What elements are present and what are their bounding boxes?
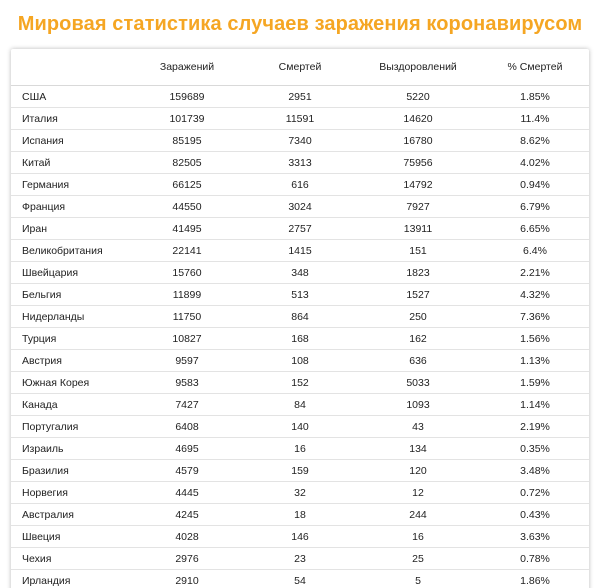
cell-death-rate: 7.36% [481,306,589,328]
cell-death-rate: 3.63% [481,526,589,548]
cell-cases: 101739 [129,108,245,130]
cell-country: США [11,86,129,108]
cell-recovered: 5 [355,570,481,588]
header-deaths: Смертей [245,49,355,86]
cell-death-rate: 1.13% [481,350,589,372]
cell-country: Австрия [11,350,129,372]
cell-death-rate: 4.02% [481,152,589,174]
table-row [11,504,589,526]
cell-death-rate: 0.72% [481,482,589,504]
cell-country: Португалия [11,416,129,438]
cell-country: Турция [11,328,129,350]
cell-deaths: 616 [245,174,355,196]
cell-country: Китай [11,152,129,174]
cell-recovered: 12 [355,482,481,504]
cell-recovered: 5220 [355,86,481,108]
cell-cases: 2976 [129,548,245,570]
cell-deaths: 18 [245,504,355,526]
cell-cases: 82505 [129,152,245,174]
header-death-rate: % Смертей [481,49,589,86]
cell-recovered: 636 [355,350,481,372]
cell-cases: 66125 [129,174,245,196]
cell-cases: 4579 [129,460,245,482]
cell-cases: 41495 [129,218,245,240]
cell-cases: 15760 [129,262,245,284]
cell-recovered: 75956 [355,152,481,174]
cell-deaths: 159 [245,460,355,482]
cell-country: Италия [11,108,129,130]
table-row [11,240,589,262]
cell-cases: 7427 [129,394,245,416]
table-row [11,548,589,570]
cell-country: Ирландия [11,570,129,588]
cell-recovered: 14620 [355,108,481,130]
cell-death-rate: 11.4% [481,108,589,130]
cell-deaths: 348 [245,262,355,284]
cell-recovered: 43 [355,416,481,438]
cell-cases: 2910 [129,570,245,588]
cell-recovered: 7927 [355,196,481,218]
cell-recovered: 1093 [355,394,481,416]
table-row [11,416,589,438]
cell-cases: 9597 [129,350,245,372]
cell-cases: 44550 [129,196,245,218]
cell-country: Франция [11,196,129,218]
table-row [11,482,589,504]
cell-deaths: 2951 [245,86,355,108]
cell-country: Испания [11,130,129,152]
header-recovered: Выздоровлений [355,49,481,86]
cell-cases: 4028 [129,526,245,548]
cell-deaths: 3024 [245,196,355,218]
cell-recovered: 151 [355,240,481,262]
cell-cases: 11899 [129,284,245,306]
cell-recovered: 250 [355,306,481,328]
cell-death-rate: 3.48% [481,460,589,482]
cell-death-rate: 6.79% [481,196,589,218]
cell-death-rate: 2.19% [481,416,589,438]
table-row [11,152,589,174]
cell-death-rate: 1.59% [481,372,589,394]
cell-country: Южная Корея [11,372,129,394]
cell-deaths: 146 [245,526,355,548]
table-row [11,394,589,416]
table-row [11,526,589,548]
cell-cases: 6408 [129,416,245,438]
cell-deaths: 11591 [245,108,355,130]
cell-cases: 4245 [129,504,245,526]
table-row [11,130,589,152]
cell-recovered: 25 [355,548,481,570]
table-row [11,218,589,240]
cell-death-rate: 0.35% [481,438,589,460]
cell-country: Канада [11,394,129,416]
cell-cases: 4445 [129,482,245,504]
table-row [11,570,589,588]
cell-deaths: 84 [245,394,355,416]
cell-country: Израиль [11,438,129,460]
table-row [11,460,589,482]
cell-country: Чехия [11,548,129,570]
cell-country: Швейцария [11,262,129,284]
table-row [11,174,589,196]
cell-recovered: 1527 [355,284,481,306]
cell-country: Бельгия [11,284,129,306]
cell-recovered: 16 [355,526,481,548]
cell-death-rate: 0.78% [481,548,589,570]
cell-deaths: 54 [245,570,355,588]
table-row [11,328,589,350]
cell-cases: 10827 [129,328,245,350]
cell-cases: 4695 [129,438,245,460]
cell-recovered: 134 [355,438,481,460]
cell-deaths: 2757 [245,218,355,240]
header-country [11,49,129,86]
cell-country: Бразилия [11,460,129,482]
table-row [11,86,589,108]
stats-table [11,49,589,588]
cell-death-rate: 1.14% [481,394,589,416]
page-title: Мировая статистика случаев заражения коронавирусом [17,13,583,35]
cell-deaths: 108 [245,350,355,372]
cell-country: Норвегия [11,482,129,504]
stats-card [11,49,589,588]
cell-death-rate: 6.4% [481,240,589,262]
cell-deaths: 152 [245,372,355,394]
cell-death-rate: 1.56% [481,328,589,350]
cell-deaths: 140 [245,416,355,438]
cell-death-rate: 0.94% [481,174,589,196]
cell-death-rate: 4.32% [481,284,589,306]
table-row [11,350,589,372]
cell-recovered: 120 [355,460,481,482]
table-row [11,306,589,328]
table-row [11,372,589,394]
cell-deaths: 168 [245,328,355,350]
cell-deaths: 32 [245,482,355,504]
table-row [11,108,589,130]
cell-death-rate: 2.21% [481,262,589,284]
cell-country: Австралия [11,504,129,526]
cell-country: Германия [11,174,129,196]
table-row [11,284,589,306]
cell-country: Иран [11,218,129,240]
cell-death-rate: 6.65% [481,218,589,240]
cell-death-rate: 8.62% [481,130,589,152]
cell-deaths: 23 [245,548,355,570]
cell-recovered: 16780 [355,130,481,152]
cell-recovered: 5033 [355,372,481,394]
table-row [11,262,589,284]
cell-death-rate: 0.43% [481,504,589,526]
cell-recovered: 14792 [355,174,481,196]
cell-cases: 159689 [129,86,245,108]
table-row [11,196,589,218]
cell-country: Великобритания [11,240,129,262]
cell-recovered: 13911 [355,218,481,240]
cell-death-rate: 1.85% [481,86,589,108]
table-header-row [11,49,589,86]
header-cases: Заражений [129,49,245,86]
cell-cases: 11750 [129,306,245,328]
cell-country: Нидерланды [11,306,129,328]
cell-cases: 9583 [129,372,245,394]
cell-deaths: 1415 [245,240,355,262]
cell-deaths: 16 [245,438,355,460]
cell-deaths: 3313 [245,152,355,174]
cell-death-rate: 1.86% [481,570,589,588]
table-body [11,86,589,588]
cell-country: Швеция [11,526,129,548]
cell-recovered: 244 [355,504,481,526]
cell-cases: 22141 [129,240,245,262]
cell-recovered: 1823 [355,262,481,284]
cell-deaths: 864 [245,306,355,328]
cell-deaths: 513 [245,284,355,306]
cell-deaths: 7340 [245,130,355,152]
cell-cases: 85195 [129,130,245,152]
cell-recovered: 162 [355,328,481,350]
table-row [11,438,589,460]
